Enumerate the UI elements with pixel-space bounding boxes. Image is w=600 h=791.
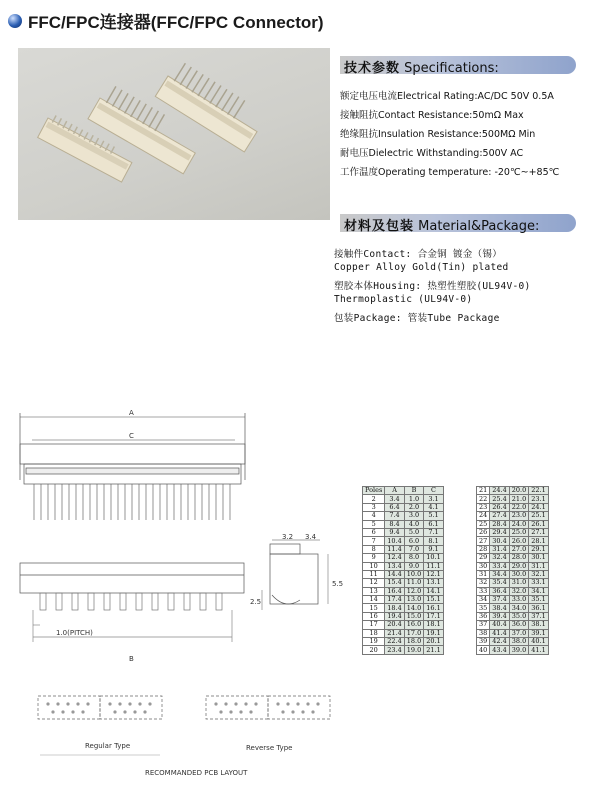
table-cell: 20.4 [385,621,404,629]
table-cell: 1.0 [404,495,423,503]
table-cell: 30.4 [490,537,509,545]
table-cell: 21.0 [509,495,528,503]
table-cell: 35.4 [490,579,509,587]
product-photo [18,48,330,220]
table-cell: 6.0 [404,537,423,545]
table-cell: 6 [363,528,385,536]
table-cell: 26.4 [490,503,509,511]
table-cell: 38.1 [529,621,548,629]
table-cell: 3 [363,503,385,511]
table-cell: 14.1 [424,587,443,595]
table-cell: 43.4 [490,646,509,654]
table-cell: 33.1 [529,579,548,587]
table-row [477,512,549,520]
pcb-layout-label: RECOMMANDED PCB LAYOUT [145,769,248,777]
dim-label-3-4: 3.4 [305,533,317,541]
table-cell: 36.1 [529,604,548,612]
table-cell: 37.1 [529,612,548,620]
table-cell: 2.0 [404,503,423,511]
dimension-table-left [362,486,444,655]
table-cell: 8.1 [424,537,443,545]
table-cell: 41.1 [529,646,548,654]
table-cell: 36 [477,612,490,620]
material-line-thermoplastic: Thermoplastic (UL94V-0) [334,294,473,305]
table-cell: 11.0 [404,579,423,587]
table-cell: 17 [363,621,385,629]
table-cell: 7.0 [404,545,423,553]
technical-drawing [0,380,360,791]
table-cell: 27 [477,537,490,545]
page-title [8,8,324,33]
table-row [477,638,549,646]
table-cell: 12.1 [424,570,443,578]
table-cell: 41.4 [490,629,509,637]
table-row [363,579,444,587]
table-header-row [363,487,444,495]
table-cell: 20.1 [424,638,443,646]
table-cell: 23.0 [509,512,528,520]
table-cell: 4.0 [404,520,423,528]
table-cell: 42.4 [490,638,509,646]
table-cell: 18.0 [404,638,423,646]
table-cell: 19.0 [404,646,423,654]
table-cell: 9.4 [385,528,404,536]
table-cell: 38.0 [509,638,528,646]
table-cell: 14.4 [385,570,404,578]
table-cell: 24.4 [490,487,509,495]
table-cell: 25 [477,520,490,528]
dim-label-2-5: 2.5 [250,598,262,606]
table-cell: 23.4 [385,646,404,654]
table-cell: 21.1 [424,646,443,654]
spec-line-temperature: 工作温度Operating temperature: -20℃~+85℃ [340,167,560,178]
reverse-type-label: Reverse Type [246,744,293,752]
spec-line-dielectric: 耐电压Dielectric Withstanding:500V AC [340,148,524,159]
material-line-plating: Copper Alloy Gold(Tin) plated [334,262,509,273]
table-cell: 39.4 [490,612,509,620]
table-cell: 20 [363,646,385,654]
table-cell: 26.0 [509,537,528,545]
table-cell: 40.4 [490,621,509,629]
table-cell: 7.4 [385,512,404,520]
table-cell: 14.0 [404,604,423,612]
table-cell: 8 [363,545,385,553]
table-cell: 13.0 [404,596,423,604]
table-cell: 16.4 [385,587,404,595]
table-cell: 31 [477,570,490,578]
material-line-contact: 接触件Contact: 合金铜 镀金（锡） [334,249,502,260]
table-cell: 10.0 [404,570,423,578]
table-cell: 39.0 [509,646,528,654]
table-cell: 27.0 [509,545,528,553]
table-cell: 13 [363,587,385,595]
table-row [477,579,549,587]
table-row [363,528,444,536]
table-cell: 18.1 [424,621,443,629]
dim-label-c: C [129,432,134,440]
blue-ball-icon [8,14,22,28]
table-cell: 28 [477,545,490,553]
dim-label-pitch: 1.0(PITCH) [56,629,93,637]
table-cell: 19.4 [385,612,404,620]
table-cell: 4.1 [424,503,443,511]
table-cell: 35.0 [509,612,528,620]
specifications-header-cn: 技术参数 [344,61,401,76]
table-cell: 25.0 [509,528,528,536]
table-cell: 37.4 [490,596,509,604]
table-cell: 20.0 [509,487,528,495]
table-cell: 16.0 [404,621,423,629]
table-cell: 7 [363,537,385,545]
table-cell: 13.1 [424,579,443,587]
table-cell: 17.4 [385,596,404,604]
table-row [477,621,549,629]
connectors-illustration [18,48,330,220]
table-cell: 34.1 [529,587,548,595]
table-cell: 14 [363,596,385,604]
table-cell: 39 [477,638,490,646]
table-cell: 18 [363,629,385,637]
table-cell: 16 [363,612,385,620]
table-cell: 6.4 [385,503,404,511]
table-cell: 32.1 [529,570,548,578]
table-cell: 33.0 [509,596,528,604]
table-cell: 24 [477,512,490,520]
table-cell: 15.4 [385,579,404,587]
spec-line-contact-resistance: 接触阻抗Contact Resistance:50mΩ Max [340,110,524,121]
table-cell: 24.0 [509,520,528,528]
table-cell: 36.0 [509,621,528,629]
table-cell: 32.0 [509,587,528,595]
table-row [477,487,549,495]
table-row [477,528,549,536]
table-cell: 10.1 [424,554,443,562]
table-cell: 29.0 [509,562,528,570]
table-cell: 38.4 [490,604,509,612]
table-cell: 35 [477,604,490,612]
table-cell: 26.1 [529,520,548,528]
table-cell: 28.4 [490,520,509,528]
table-row [363,554,444,562]
table-cell: 8.0 [404,554,423,562]
table-cell: 27.4 [490,512,509,520]
material-header [344,215,539,234]
table-row [477,596,549,604]
table-cell: 3.4 [385,495,404,503]
table-cell: 29.1 [529,545,548,553]
material-header-cn: 材料及包装 [344,219,415,234]
table-row [477,537,549,545]
table-cell: 31.4 [490,545,509,553]
table-cell: 25.1 [529,512,548,520]
table-cell: 5.0 [404,528,423,536]
table-cell: 32.4 [490,554,509,562]
material-line-package: 包装Package: 管装Tube Package [334,313,500,324]
table-cell: 30 [477,562,490,570]
table-cell: 37 [477,621,490,629]
table-cell: 35.1 [529,596,548,604]
table-row [363,621,444,629]
table-cell: 33.4 [490,562,509,570]
table-cell: 37.0 [509,629,528,637]
table-row [363,646,444,654]
table-cell: 19 [363,638,385,646]
table-cell: 33 [477,587,490,595]
table-cell: 21 [477,487,490,495]
table-cell: 40.1 [529,638,548,646]
title-text: FFC/FPC连接器(FFC/FPC Connector) [28,13,324,32]
table-cell: 8.4 [385,520,404,528]
table-cell: 30.1 [529,554,548,562]
dim-label-3-2: 3.2 [282,533,294,541]
table-cell: 19.1 [424,629,443,637]
table-cell: 22.1 [529,487,548,495]
table-cell: 18.4 [385,604,404,612]
table-cell: 29.4 [490,528,509,536]
table-cell: 26 [477,528,490,536]
table-cell: 17.1 [424,612,443,620]
table-cell: 9.1 [424,545,443,553]
table-cell: 28.0 [509,554,528,562]
table-cell: 39.1 [529,629,548,637]
table-cell: 21.4 [385,629,404,637]
table-cell: 12.4 [385,554,404,562]
regular-type-label: Regular Type [85,742,131,750]
table-row [477,554,549,562]
table-row [363,596,444,604]
table-cell: 28.1 [529,537,548,545]
table-cell: 15.0 [404,612,423,620]
table-cell: 29 [477,554,490,562]
table-cell: 34.0 [509,604,528,612]
table-row [477,646,549,654]
table-cell: 25.4 [490,495,509,503]
table-cell: 7.1 [424,528,443,536]
table-cell: 34.4 [490,570,509,578]
dim-label-a: A [129,409,134,417]
spec-line-rating: 额定电压电流Electrical Rating:AC/DC 50V 0.5A [340,91,554,102]
table-cell: 13.4 [385,562,404,570]
table-cell: 4 [363,512,385,520]
table-cell: 3.0 [404,512,423,520]
table-cell: 38 [477,629,490,637]
dim-label-5-5: 5.5 [332,580,344,588]
table-cell: 22.4 [385,638,404,646]
spec-line-insulation: 绝缘阻抗Insulation Resistance:500MΩ Min [340,129,536,140]
table-cell: 12.0 [404,587,423,595]
table-row [363,537,444,545]
table-cell: 6.1 [424,520,443,528]
table-cell: 5.1 [424,512,443,520]
table-row [363,512,444,520]
table-cell: 34 [477,596,490,604]
table-cell: 15 [363,604,385,612]
table-cell: 15.1 [424,596,443,604]
table-cell: 32 [477,579,490,587]
table-cell: 2 [363,495,385,503]
table-header-cell: B [404,487,423,495]
table-cell: 31.0 [509,579,528,587]
dimension-table-right [476,486,549,655]
dim-label-b: B [129,655,134,663]
table-cell: 9.0 [404,562,423,570]
material-header-en: Material&Package: [418,219,540,234]
table-cell: 31.1 [529,562,548,570]
specifications-header [344,57,499,76]
table-cell: 40 [477,646,490,654]
table-cell: 10 [363,562,385,570]
table-cell: 22 [477,495,490,503]
table-header-cell: A [385,487,404,495]
table-cell: 11.4 [385,545,404,553]
table-cell: 11.1 [424,562,443,570]
table-cell: 23 [477,503,490,511]
specifications-header-en: Specifications: [404,61,499,76]
table-cell: 10.4 [385,537,404,545]
table-cell: 12 [363,579,385,587]
table-cell: 22.0 [509,503,528,511]
table-cell: 30.0 [509,570,528,578]
table-cell: 9 [363,554,385,562]
table-row [363,638,444,646]
table-cell: 16.1 [424,604,443,612]
table-cell: 5 [363,520,385,528]
table-header-cell: Poles [363,487,385,495]
table-cell: 36.4 [490,587,509,595]
table-cell: 24.1 [529,503,548,511]
table-cell: 11 [363,570,385,578]
table-cell: 17.0 [404,629,423,637]
table-cell: 27.1 [529,528,548,536]
table-cell: 23.1 [529,495,548,503]
table-cell: 3.1 [424,495,443,503]
table-header-cell: C [424,487,443,495]
material-line-housing: 塑胶本体Housing: 热塑性塑胶(UL94V-0) [334,281,531,292]
